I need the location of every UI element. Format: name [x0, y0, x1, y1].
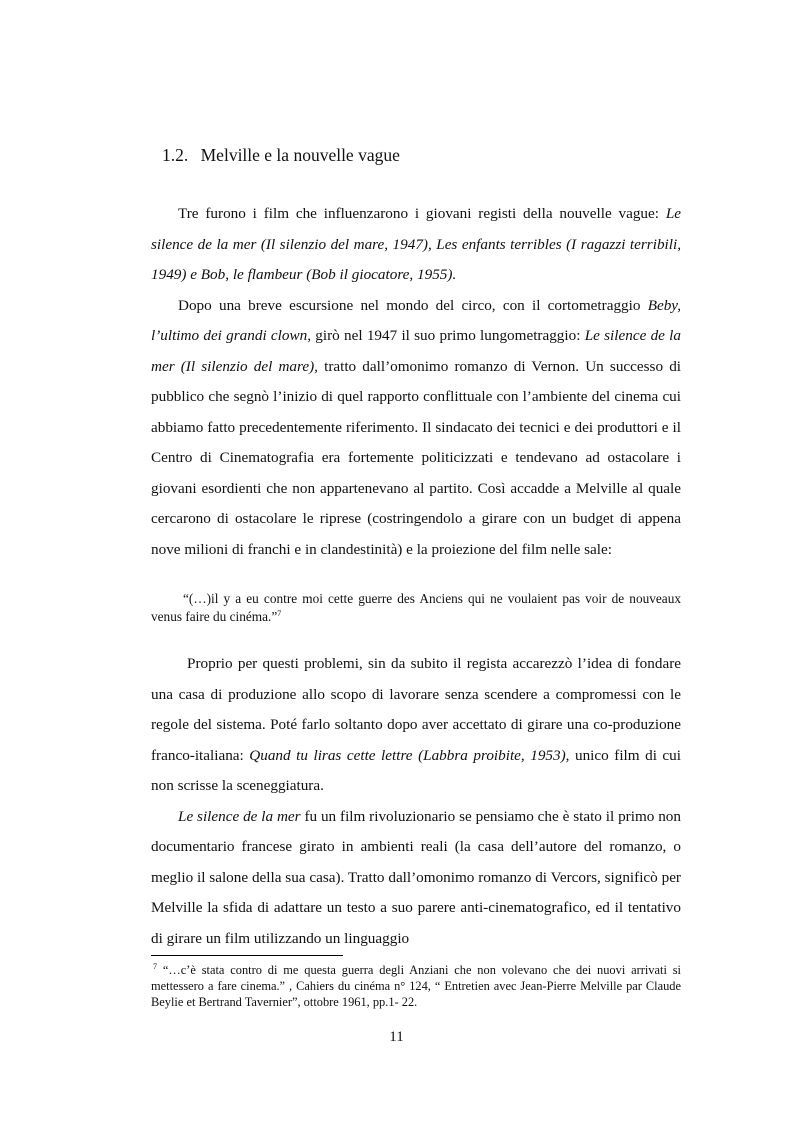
section-title: Melville e la nouvelle vague: [200, 145, 400, 165]
short-film-title: Beby, l’ultimo dei grandi clown: [151, 296, 681, 344]
paragraph-3-text-a: Proprio per questi problemi, sin da subito il regista accarezzò l’idea di fondare una casa di produzione allo scopo di lavorare senza scendere a compromessi con le regole del sistema. Poté farlo soltanto dopo aver accettato di girare una co-produzione franco-italiana:: [151, 655, 681, 764]
section-heading: [162, 145, 400, 166]
film-title-italic: Le silence de la mer: [178, 807, 301, 825]
paragraph-3: [151, 649, 681, 802]
paragraph-2: [151, 291, 681, 566]
footnote-number: 7: [153, 962, 157, 971]
paragraph-2-text-b: , girò nel 1947 il suo primo lungometraggio:: [307, 327, 585, 344]
section-number: 1.2.: [162, 145, 189, 165]
paragraph-4-text: fu un film rivoluzionario se pensiamo che è stato il primo non documentario francese girato in ambienti reali (la casa dell’autore del romanzo, o meglio il salone della sua casa). Tratto dall’omonimo romanzo di Vercors, significò per Melville la sfida di adattare un testo a suo parere anti-cinematografico, ed il tentativo di girare un film utilizzando un linguaggio: [151, 807, 681, 947]
paragraph-1-text: Tre furono i film che influenzarono i giovani registi della nouvelle vague:: [178, 205, 666, 222]
footnote-text: “…c’è stata contro di me questa guerra degli Anziani che non volevano che dei nuovi arrivati si mettessero a fare cinema.” , Cahiers du cinéma n° 124, “ Entretien avec Jean-Pierre Melville par Claude Beylie et Bertrand Tavernier”, ottobre 1961, pp.1- 22.: [151, 963, 681, 1009]
body-text-lower: [151, 649, 681, 954]
footnote-ref-marker: 7: [277, 609, 282, 618]
quote-text: “(…)il y a eu contre moi cette guerre des Anciens qui ne voulaient pas voir de nouveaux venus faire du cinéma.”: [151, 591, 681, 624]
page-number: 11: [389, 1029, 404, 1045]
paragraph-1: [151, 199, 681, 291]
body-text-upper: [151, 199, 681, 565]
paragraph-3-text-b: , unico film di cui non scrisse la sceneggiatura.: [151, 746, 681, 794]
paragraph-2-text-a: Dopo una breve escursione nel mondo del circo, con il cortometraggio: [178, 296, 648, 314]
footnote: [151, 962, 681, 1010]
feature-film-title: Le silence de la mer (Il silenzio del mare),: [151, 327, 681, 375]
paragraph-4: [151, 802, 681, 955]
footnote-divider: [151, 955, 343, 956]
co-production-title: Quand tu liras cette lettre (Labbra proibite, 1953): [249, 746, 566, 764]
film-titles-italic: Le silence de la mer (Il silenzio del mare, 1947), Les enfants terribles (I ragazzi terribili, 1949) e Bob, le flambeur (Bob il giocatore, 1955).: [151, 205, 681, 283]
paragraph-2-text-c: tratto dall’omonimo romanzo di Vernon. Un successo di pubblico che segnò l’inizio di quel rapporto conflittuale con l’ambiente del cinema cui abbiamo fatto precedentemente riferimento. Il sindacato dei tecnici e dei produttori e il Centro di Cinematografia era fortemente politicizzati e tendevano ad ostacolare i giovani esordienti che non appartenevano al partito. Così accadde a Melville al quale cercarono di ostacolare le riprese (costringendolo a girare con un budget di appena nove milioni di franchi e in clandestinità) e la proiezione del film nelle sale:: [151, 357, 682, 558]
block-quote: [151, 590, 681, 626]
